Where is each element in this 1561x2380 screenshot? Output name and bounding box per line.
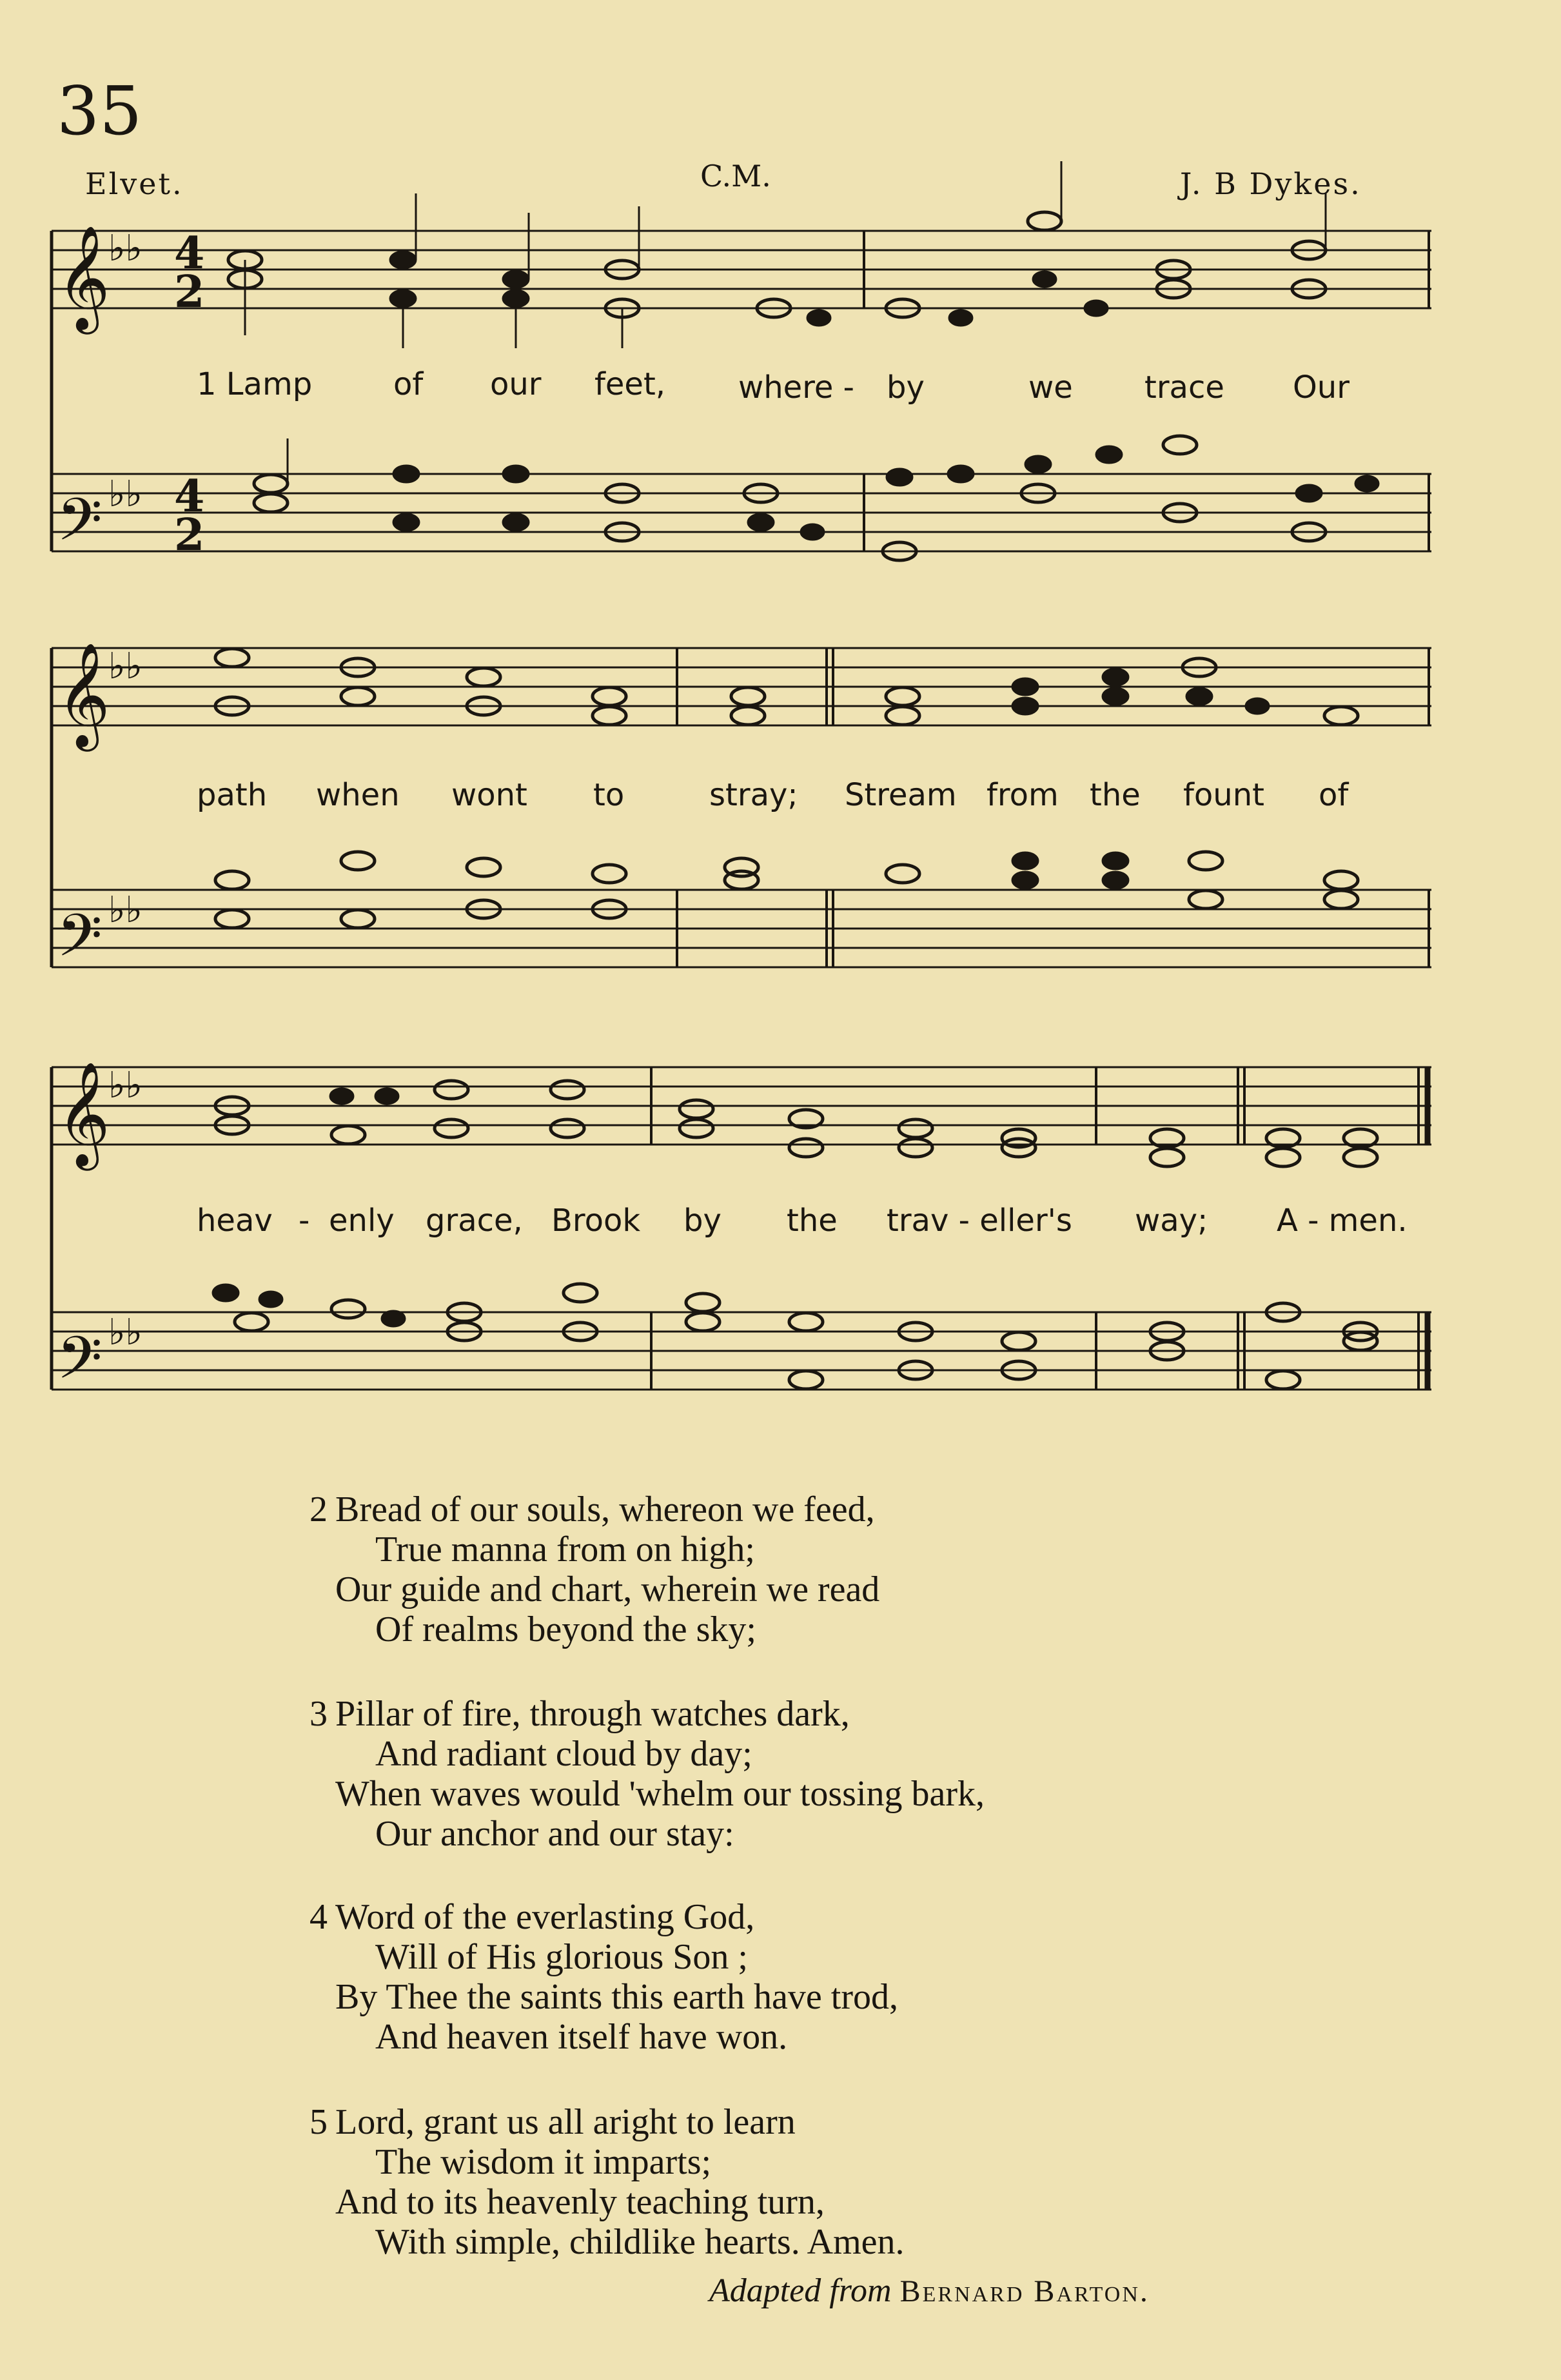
lyric-syllable: when [316,777,400,813]
attribution-adapted: Adapted from [709,2272,892,2309]
verse-number: 5 [309,2102,328,2142]
lyric-syllable: heav [197,1203,273,1239]
lyric-syllable: by [683,1203,722,1239]
lyric-syllable: wont [451,777,527,813]
lyric-syllable: we [1028,369,1073,406]
lyric-syllable: fount [1183,777,1264,813]
verse-line: With simple, childlike hearts. Amen. [375,2222,905,2262]
flat-icon: ♭♭ [108,889,142,931]
lyric-syllable: 1 Lamp [197,366,313,402]
verse-5 [309,2102,905,2262]
verse-line: By Thee the saints this earth have trod, [335,1977,898,2017]
staff-treble-1 [52,231,1431,308]
attribution [709,2272,1150,2310]
time-signature-bottom: 2 [174,509,205,561]
verse-number: 2 [309,1490,328,1529]
flat-icon: ♭♭ [108,228,142,270]
lyric-syllable: stray; [709,777,798,813]
lyric-syllable: Stream [845,777,957,813]
verse-line: When waves would 'whelm our tossing bark, [335,1774,985,1814]
lyric-syllable: enly [329,1203,395,1239]
treble-clef-icon: 𝄞 [57,1061,110,1166]
hymn-number: 35 [57,72,142,150]
verse-line: Our guide and chart, wherein we read [335,1569,880,1609]
time-signature-bottom: 2 [174,266,205,318]
meter: C.M. [700,159,771,193]
verse-line: And to its heavenly teaching turn, [335,2182,825,2222]
time-signature-top: 4 [174,228,205,279]
verse-line: And radiant cloud by day; [375,1734,752,1774]
staff-bass-3 [52,1312,1431,1390]
lyric-syllable: - [299,1203,310,1239]
verse-3 [309,1694,985,1854]
lyric-syllable: Brook [551,1203,641,1239]
lyric-syllable: trace [1144,369,1224,406]
lyric-syllable: the [787,1203,838,1239]
lyric-syllable: way; [1135,1203,1208,1239]
verse-line: True manna from on high; [375,1529,755,1569]
flat-icon: ♭♭ [108,645,142,687]
verse-line: The wisdom it imparts; [375,2142,712,2182]
verse-line: Pillar of fire, through watches dark, [335,1694,850,1734]
verse-line: Will of His glorious Son ; [375,1937,748,1977]
verse-number: 4 [309,1897,328,1937]
lyric-syllable: Our [1293,369,1350,406]
lyric-syllable: the [1090,777,1141,813]
verse-line: Lord, grant us all aright to learn [335,2102,796,2142]
staff-bass-1 [52,474,1431,551]
verse-line: Word of the everlasting God, [335,1897,755,1937]
lyric-syllable: feet, [594,366,666,402]
attribution-author: Bernard Barton. [899,2274,1150,2308]
lyric-syllable: by [887,369,925,406]
treble-clef-icon: 𝄞 [57,642,110,747]
verse-line: Bread of our souls, whereon we feed, [335,1490,875,1529]
lyric-syllable: to [593,777,625,813]
lyric-syllable: our [490,366,542,402]
clefs-and-signatures [57,225,204,1406]
verse-2 [309,1490,880,1649]
lyric-syllable: where - [738,369,854,406]
flat-icon: ♭♭ [108,1065,142,1106]
verse-line: Of realms beyond the sky; [375,1609,756,1649]
bass-clef-icon: 𝄢 [57,1324,103,1406]
lyric-syllable: from [987,777,1059,813]
system-1-notes [228,161,1379,560]
lyric-syllable: of [393,366,424,402]
verse-4 [309,1897,898,2057]
verse-line: Our anchor and our stay: [375,1814,734,1854]
verse-line: And heaven itself have won. [375,2017,788,2057]
flat-icon: ♭♭ [108,473,142,515]
bass-clef-icon: 𝄢 [57,901,103,984]
bass-clef-icon: 𝄢 [57,486,103,568]
staff-bass-2 [52,890,1431,967]
lyric-syllable: grace, [426,1203,523,1239]
time-signature-top: 4 [174,471,205,522]
verse-number: 3 [309,1694,328,1734]
tune-name: Elvet. [85,166,184,201]
flat-icon: ♭♭ [108,1312,142,1353]
lyric-syllable: path [197,777,268,813]
staff-treble-3 [52,1067,1431,1145]
lyric-syllable: A - men. [1277,1203,1408,1239]
lyric-syllable: trav - eller's [887,1203,1072,1239]
treble-clef-icon: 𝄞 [57,225,110,330]
composer: J. B Dykes. [1180,166,1362,201]
lyric-syllable: of [1319,777,1349,813]
